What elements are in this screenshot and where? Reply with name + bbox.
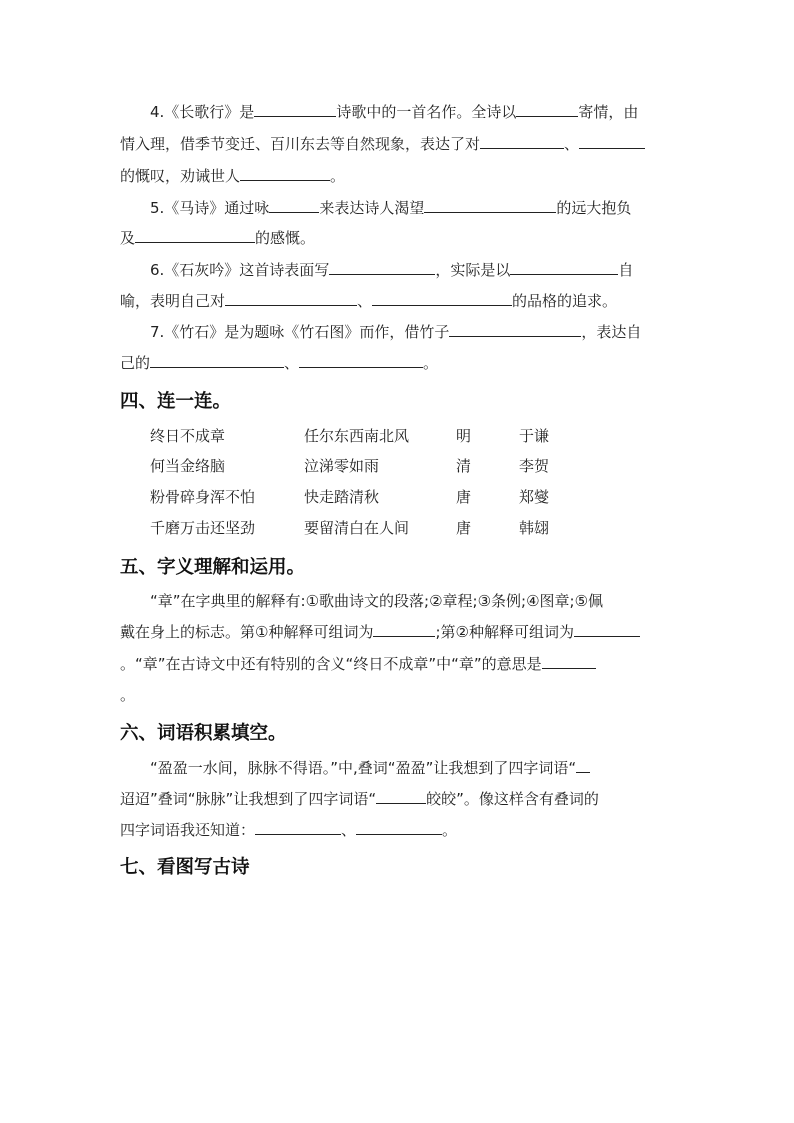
- answer-blank[interactable]: [510, 260, 618, 275]
- s6-line-2: [120, 789, 676, 809]
- q5-text: 的感慨。: [255, 229, 316, 247]
- match-item[interactable]: 何当金络脑: [150, 457, 226, 475]
- s6-text: “盈盈一水间，脉脉不得语。”中,叠词“盈盈”让我想到了四字词语“: [150, 759, 577, 777]
- q4-text: 、: [564, 135, 580, 153]
- q6-text: 喻，表明自己对: [120, 292, 226, 310]
- q7-line-2: [120, 353, 676, 373]
- q5-line-2: [120, 228, 676, 248]
- q5-line-1: [150, 198, 676, 218]
- match-item[interactable]: 粉骨碎身浑不怕: [150, 488, 256, 506]
- s6-line-3: [120, 820, 676, 840]
- answer-blank[interactable]: [372, 291, 512, 306]
- match-item[interactable]: 唐: [456, 519, 472, 537]
- answer-blank[interactable]: [579, 134, 645, 149]
- match-item[interactable]: 郑燮: [519, 488, 550, 506]
- answer-blank[interactable]: [373, 622, 435, 637]
- q7-text: 己的: [120, 354, 151, 372]
- answer-blank[interactable]: [449, 322, 581, 337]
- q7-text: ，表达自: [581, 323, 642, 341]
- q6-text: 的品格的追求。: [512, 292, 618, 310]
- s5-text: 。“章”在古诗文中还有特别的含义“终日不成章”中“章”的意思是: [120, 655, 542, 673]
- q5-text: 来表达诗人渴望: [319, 199, 425, 217]
- q6-text: 自: [618, 261, 634, 279]
- answer-blank[interactable]: [225, 291, 357, 306]
- s5-line-1: “章”在字典里的解释有:①歌曲诗文的段落;②章程;③条例;④图章;⑤佩: [150, 592, 604, 610]
- s5-line-3: [120, 654, 676, 674]
- match-item[interactable]: 要留清白在人间: [304, 519, 410, 537]
- q6-line-1: [150, 260, 676, 280]
- answer-blank[interactable]: [240, 166, 330, 181]
- q5-text: 及: [120, 229, 136, 247]
- s5-text: 戴在身上的标志。第①种解释可组词为: [120, 623, 374, 641]
- answer-blank[interactable]: [299, 353, 423, 368]
- match-item[interactable]: 唐: [456, 488, 472, 506]
- q6-text: ，实际是以: [435, 261, 511, 279]
- match-item[interactable]: 快走踏清秋: [304, 488, 380, 506]
- answer-blank[interactable]: [269, 198, 319, 213]
- answer-blank[interactable]: [254, 102, 336, 117]
- q6-text: 、: [357, 292, 373, 310]
- answer-blank[interactable]: [329, 260, 435, 275]
- match-item[interactable]: 清: [456, 457, 472, 475]
- s6-text: 四字词语我还知道：: [120, 821, 256, 839]
- match-item[interactable]: 于谦: [519, 427, 550, 445]
- s5-line-4: 。: [120, 686, 136, 704]
- answer-blank[interactable]: [574, 622, 640, 637]
- match-item[interactable]: 韩翃: [519, 519, 550, 537]
- q6-text: 6.《石灰吟》这首诗表面写: [150, 261, 330, 279]
- answer-blank[interactable]: [516, 102, 578, 117]
- match-item[interactable]: 任尔东西南北风: [304, 427, 410, 445]
- answer-blank[interactable]: [542, 654, 596, 669]
- s6-text: 。: [442, 821, 458, 839]
- answer-blank[interactable]: [255, 820, 341, 835]
- answer-blank[interactable]: [576, 758, 590, 773]
- answer-blank[interactable]: [480, 134, 564, 149]
- answer-blank[interactable]: [424, 198, 556, 213]
- q4-text: 情入理，借季节变迁、百川东去等自然现象，表达了对: [120, 135, 481, 153]
- s5-text: ;第②种解释可组词为: [435, 623, 574, 641]
- match-item[interactable]: 泣涕零如雨: [304, 457, 380, 475]
- section-title-5: 五、字义理解和运用。: [120, 557, 306, 578]
- section-title-6: 六、词语积累填空。: [120, 723, 287, 744]
- q7-text: 、: [284, 354, 300, 372]
- q4-line-1: [150, 102, 676, 122]
- q4-text: 4.《长歌行》是: [150, 103, 255, 121]
- match-item[interactable]: 李贺: [519, 457, 550, 475]
- answer-blank[interactable]: [150, 353, 284, 368]
- match-item[interactable]: 终日不成章: [150, 427, 226, 445]
- s6-text: 皎皎”。像这样含有叠词的: [426, 790, 599, 808]
- answer-blank[interactable]: [135, 228, 255, 243]
- q4-text: 。: [330, 167, 346, 185]
- match-item[interactable]: 千磨万击还坚劲: [150, 519, 256, 537]
- q4-text: 诗歌中的一首名作。全诗以: [336, 103, 517, 121]
- q6-line-2: [120, 291, 676, 311]
- s6-text: 、: [341, 821, 357, 839]
- s6-text: 迢迢”叠词“脉脉”让我想到了四字词语“: [120, 790, 377, 808]
- q7-text: 。: [423, 354, 439, 372]
- section-title-4: 四、连一连。: [120, 391, 232, 412]
- s5-line-2: [120, 622, 676, 642]
- q4-line-3: [120, 166, 676, 186]
- section-title-7: 七、看图写古诗: [120, 857, 250, 878]
- q5-text: 5.《马诗》通过咏: [150, 199, 270, 217]
- match-item[interactable]: 明: [456, 427, 472, 445]
- q4-line-2: [120, 134, 676, 154]
- q5-text: 的远大抱负: [556, 199, 632, 217]
- q7-text: 7.《竹石》是为题咏《竹石图》而作，借竹子: [150, 323, 450, 341]
- s6-line-1: [150, 758, 676, 778]
- answer-blank[interactable]: [376, 789, 426, 804]
- answer-blank[interactable]: [356, 820, 442, 835]
- q4-text: 寄情，由: [578, 103, 639, 121]
- q4-text: 的慨叹，劝诫世人: [120, 167, 241, 185]
- q7-line-1: [150, 322, 676, 342]
